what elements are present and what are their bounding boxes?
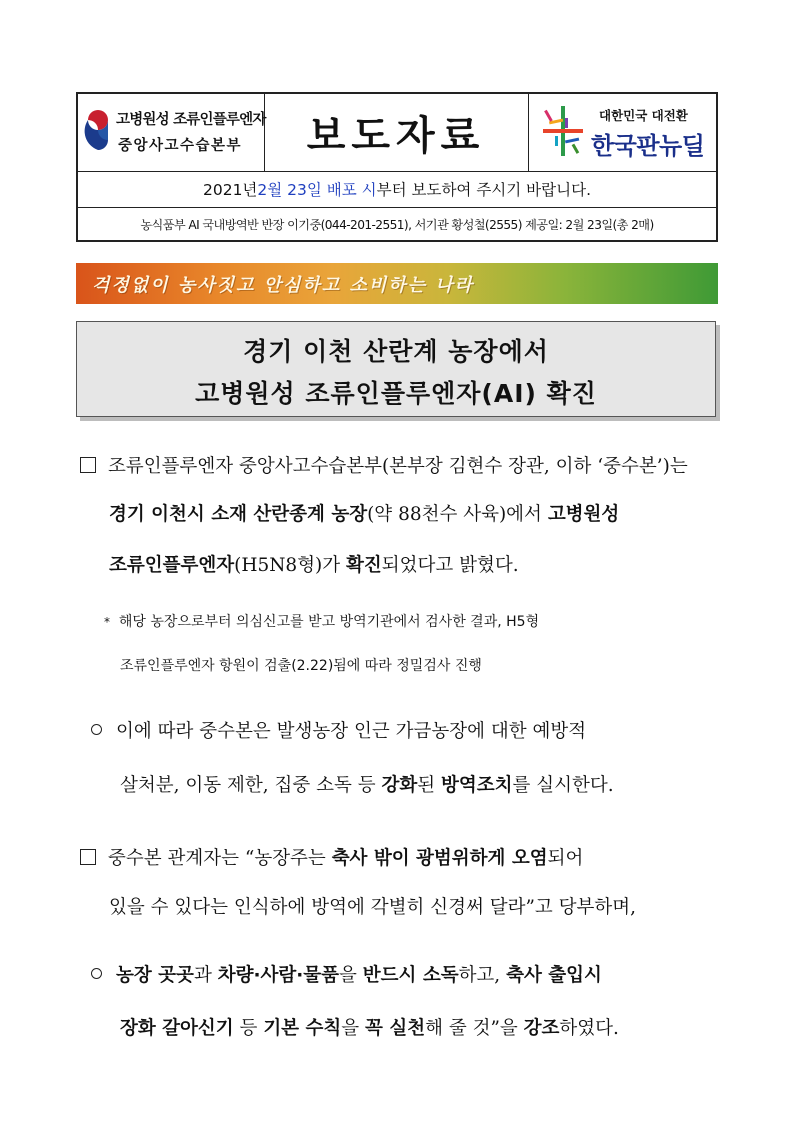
paragraph-3-text2: 되어 <box>547 848 584 869</box>
circle-bullet-icon <box>91 968 102 979</box>
paragraph-4-line2 <box>120 1014 619 1040</box>
farm-location: 경기 이천시 소재 산란종계 농장 <box>109 504 368 525</box>
footnote-line1 <box>104 611 539 631</box>
slogan-banner-text: 걱정없이 농사짓고 안심하고 소비하는 나라 <box>92 274 475 296</box>
emphasis-term: 강조 <box>523 1018 560 1039</box>
press-release-header <box>76 92 718 242</box>
paragraph-2-text1: 이에 따라 중수본은 발생농장 인근 가금농장에 대한 예방적 <box>116 721 587 742</box>
paragraph-4-text7: 하였다. <box>559 1018 619 1039</box>
government-emblem-icon <box>84 106 112 154</box>
contamination-warning: 축사 밖이 광범위하게 오염 <box>331 848 548 869</box>
vehicles-people-goods-term: 차량·사람·물품 <box>217 965 339 986</box>
new-deal-logo-icon <box>541 104 585 158</box>
paragraph-1-text1: 조류인플루엔자 중앙사고수습본부(본부장 김현수 장관, 이하 ‘중수본’)는 <box>108 456 688 477</box>
farm-size: (약 88천수 사육)에서 <box>367 504 548 525</box>
change-boots-term: 장화 갈아신기 <box>120 1018 234 1039</box>
organization-name-line1: 고병원성 조류인플루엔자 <box>116 112 266 128</box>
paragraph-4-text3: 하고, <box>458 965 507 986</box>
paragraph-1-line2 <box>109 500 619 526</box>
slogan-banner <box>76 263 718 304</box>
circle-bullet-icon <box>91 724 102 735</box>
paragraph-4-text1: 과 <box>193 965 218 986</box>
paragraph-3-text1: 중수본 관계자는 “농장주는 <box>108 848 332 869</box>
virus-type: (H5N8형)가 <box>234 555 347 576</box>
release-instruction <box>78 171 716 208</box>
contact-info: 농식품부 AI 국내방역반 반장 이기중(044-201-2551), 서기관 황성철(2555) 제공일: 2월 23일(총 2매) <box>140 217 654 232</box>
slogan-small-text: 대한민국 대전환 <box>599 108 688 123</box>
paragraph-1-line1 <box>80 452 688 478</box>
headline-line1: 경기 이천 산란계 농장에서 <box>243 337 549 366</box>
disinfect-term: 반드시 소독 <box>362 965 459 986</box>
organization-name-line2: 중앙사고수습본부 <box>118 138 243 154</box>
paragraph-2-text4: 를 실시한다. <box>512 775 614 796</box>
release-instruction-text: 부터 보도하여 주시기 바랍니다. <box>376 181 591 199</box>
virulence-term: 고병원성 <box>547 504 620 525</box>
quarantine-measures-term: 방역조치 <box>441 775 513 796</box>
square-bullet-icon <box>80 849 96 865</box>
release-date: 2월 23일 배포 시 <box>257 181 377 199</box>
basic-rules-term: 기본 수칙 <box>263 1018 342 1039</box>
paragraph-4-text5: 을 <box>341 1018 366 1039</box>
square-bullet-icon <box>80 457 96 473</box>
release-year: 2021년 <box>202 181 258 199</box>
confirmation-term: 확진 <box>346 555 382 576</box>
paragraph-2-line2 <box>120 771 614 797</box>
headline-line2: 고병원성 조류인플루엔자(AI) 확진 <box>195 379 597 408</box>
header-top-row <box>78 94 716 172</box>
footnote-line2: 조류인플루엔자 항원이 검출(2.22)됨에 따라 정밀검사 진행 <box>120 658 482 674</box>
document-type-cell <box>264 94 529 171</box>
farm-everywhere-term: 농장 곳곳 <box>116 965 194 986</box>
paragraph-4-text4: 등 <box>233 1018 264 1039</box>
paragraph-2-line1 <box>91 717 586 743</box>
disease-name: 조류인플루엔자 <box>109 555 235 576</box>
document-type-title: 보도자료 <box>306 113 486 159</box>
paragraph-1-line3 <box>109 551 519 577</box>
headline-box <box>76 321 716 417</box>
footnote-mark: * <box>104 615 110 629</box>
paragraph-1-text3: 되었다고 밝혔다. <box>381 555 519 576</box>
new-deal-logo-text: 한국판뉴딜 <box>591 132 705 160</box>
paragraph-4-text6: 해 줄 것”을 <box>425 1018 524 1039</box>
organization-cell <box>78 94 265 171</box>
practice-term: 꼭 실천 <box>365 1018 426 1039</box>
paragraph-2-text2: 살처분, 이동 제한, 집중 소독 등 <box>120 775 382 796</box>
paragraph-3-line1 <box>80 844 583 870</box>
paragraph-4-line1 <box>91 961 602 987</box>
strengthened-term: 강화 <box>381 775 418 796</box>
barn-entry-term: 축사 출입시 <box>506 965 602 986</box>
paragraph-4-text2: 을 <box>339 965 363 986</box>
paragraph-3-line2: 있을 수 있다는 인식하에 방역에 각별히 신경써 달라”고 당부하며, <box>109 897 637 918</box>
footnote-text1: 해당 농장으로부터 의심신고를 받고 방역기관에서 검사한 결과, H5형 <box>118 614 540 630</box>
paragraph-2-text3: 된 <box>417 775 442 796</box>
new-deal-logo-cell <box>529 94 716 171</box>
